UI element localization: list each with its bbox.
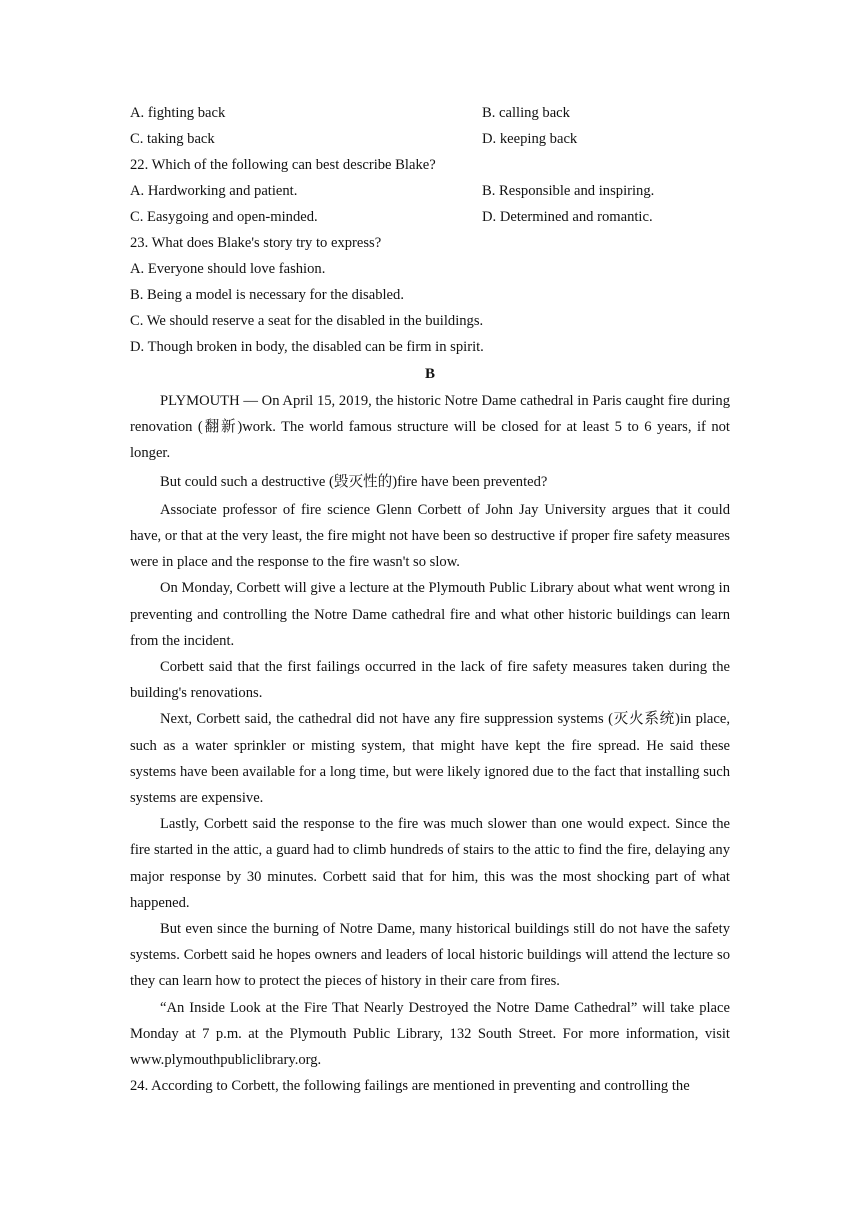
q22-option-c: C. Easygoing and open-minded. bbox=[130, 209, 318, 225]
q21-options-row-2 bbox=[130, 126, 730, 152]
q23-stem: 23. What does Blake's story try to express? bbox=[130, 235, 382, 251]
passage-paragraph: PLYMOUTH — On April 15, 2019, the historic Notre Dame cathedral in Paris caught fire during renovation (翻新)work. The world famous structure will be closed for at least 5 to 6 years, if not longer. bbox=[130, 393, 730, 462]
passage-paragraph: But could such a destructive (毁灭性的)fire have been prevented? bbox=[160, 473, 548, 490]
document-page bbox=[130, 100, 730, 1099]
q22-options-row-1 bbox=[130, 178, 730, 204]
q22-option-d: D. Determined and romantic. bbox=[482, 209, 653, 225]
section-b-heading: B bbox=[424, 366, 435, 382]
q23-option-c: C. We should reserve a seat for the disabled in the buildings. bbox=[130, 313, 484, 329]
passage-paragraph: On Monday, Corbett will give a lecture at the Plymouth Public Library about what went wrong in preventing and controlling the Notre Dame cathedral fire and what other historic buildings can learn from the incident. bbox=[130, 580, 730, 649]
q21-option-d: D. keeping back bbox=[482, 131, 578, 147]
q23-option-d: D. Though broken in body, the disabled can be firm in spirit. bbox=[130, 339, 484, 355]
q22-option-b: B. Responsible and inspiring. bbox=[482, 183, 655, 199]
q23-option-b: B. Being a model is necessary for the disabled. bbox=[130, 287, 404, 303]
passage-paragraph: Corbett said that the first failings occurred in the lack of fire safety measures taken during the building's renovations. bbox=[130, 659, 730, 702]
passage-paragraph: Next, Corbett said, the cathedral did not have any fire suppression systems (灭火系统)in place, such as a water sprinkler or misting system, that might have kept the fire spread. He said these systems have been available for a long time, but were likely ignored due to the fact that installing such systems are expensive. bbox=[130, 711, 730, 807]
passage-paragraph: Lastly, Corbett said the response to the fire was much slower than one would expect. Since the fire started in the attic, a guard had to climb hundreds of stairs to the attic to find the fire, delaying any major response by 30 minutes. Corbett said that for him, this was the most shocking part of what happened. bbox=[130, 816, 730, 911]
q21-options-row-1 bbox=[130, 100, 730, 126]
passage-paragraph: “An Inside Look at the Fire That Nearly Destroyed the Notre Dame Cathedral” will take place Monday at 7 p.m. at the Plymouth Public Library, 132 South Street. For more information, visit www.plymouthpubliclibrary.org. bbox=[130, 999, 730, 1069]
passage-paragraph: Associate professor of fire science Glenn Corbett of John Jay University argues that it could have, or that at the very least, the fire might not have been so destructive if proper fire safety measures were in place and the response to the fire wasn't so slow. bbox=[130, 501, 730, 571]
q22-option-a: A. Hardworking and patient. bbox=[130, 183, 298, 199]
q21-option-b: B. calling back bbox=[482, 105, 570, 121]
q22-options-row-2 bbox=[130, 204, 730, 230]
q24-stem: 24. According to Corbett, the following failings are mentioned in preventing and controlling the bbox=[130, 1078, 690, 1095]
q21-option-c: C. taking back bbox=[130, 131, 215, 147]
q23-option-a: A. Everyone should love fashion. bbox=[130, 261, 326, 277]
q22-stem: 22. Which of the following can best describe Blake? bbox=[130, 157, 436, 173]
passage-paragraph: But even since the burning of Notre Dame, many historical buildings still do not have the safety systems. Corbett said he hopes owners and leaders of local historic buildings will attend the lecture so they can learn how to protect the pieces of history in their care from fires. bbox=[130, 921, 730, 990]
q21-option-a: A. fighting back bbox=[130, 105, 226, 121]
